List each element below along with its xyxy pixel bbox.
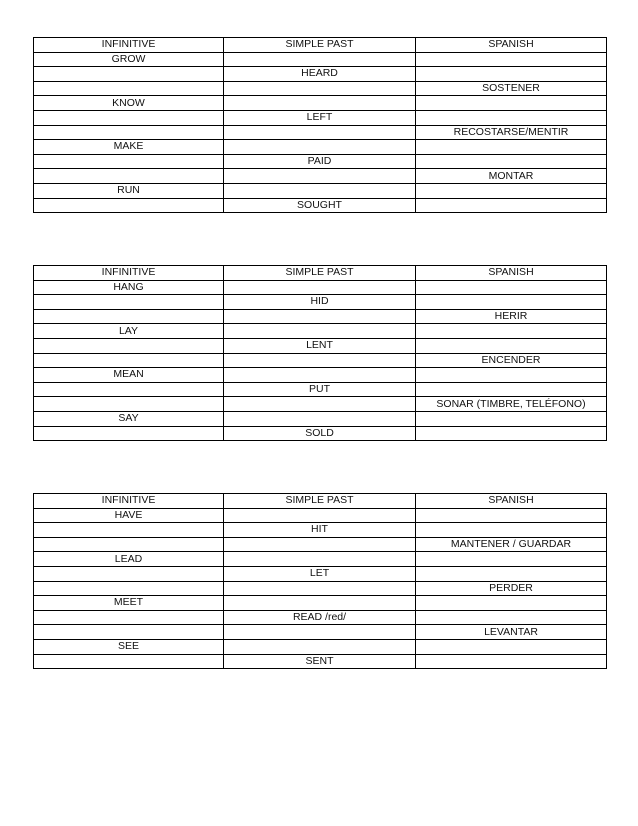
cell-spanish bbox=[416, 183, 607, 198]
cell-simple-past: READ /red/ bbox=[224, 610, 416, 625]
table-row bbox=[34, 338, 607, 353]
table-row bbox=[34, 610, 607, 625]
cell-infinitive: HAVE bbox=[34, 508, 224, 523]
cell-simple-past: LENT bbox=[224, 338, 416, 353]
cell-infinitive bbox=[34, 654, 224, 669]
cell-simple-past bbox=[224, 537, 416, 552]
cell-simple-past bbox=[224, 353, 416, 368]
cell-infinitive bbox=[34, 353, 224, 368]
table-row bbox=[34, 324, 607, 339]
cell-infinitive bbox=[34, 397, 224, 412]
cell-infinitive: SAY bbox=[34, 411, 224, 426]
cell-spanish bbox=[416, 508, 607, 523]
cell-spanish bbox=[416, 382, 607, 397]
cell-spanish bbox=[416, 654, 607, 669]
cell-spanish bbox=[416, 368, 607, 383]
table-row bbox=[34, 183, 607, 198]
cell-spanish bbox=[416, 67, 607, 82]
cell-infinitive bbox=[34, 154, 224, 169]
cell-infinitive bbox=[34, 169, 224, 184]
cell-spanish bbox=[416, 52, 607, 67]
table-row bbox=[34, 411, 607, 426]
cell-spanish bbox=[416, 639, 607, 654]
table-row bbox=[34, 523, 607, 538]
cell-spanish bbox=[416, 198, 607, 213]
table-header-row bbox=[34, 494, 607, 509]
cell-simple-past: PUT bbox=[224, 382, 416, 397]
cell-infinitive: SEE bbox=[34, 639, 224, 654]
table-row bbox=[34, 125, 607, 140]
cell-simple-past bbox=[224, 552, 416, 567]
cell-infinitive: RUN bbox=[34, 183, 224, 198]
cell-simple-past: LET bbox=[224, 566, 416, 581]
table-row bbox=[34, 382, 607, 397]
cell-infinitive bbox=[34, 566, 224, 581]
cell-infinitive bbox=[34, 338, 224, 353]
cell-infinitive: LAY bbox=[34, 324, 224, 339]
column-header-infinitive: INFINITIVE bbox=[34, 494, 224, 509]
cell-infinitive: MEET bbox=[34, 596, 224, 611]
cell-simple-past: LEFT bbox=[224, 110, 416, 125]
table-row bbox=[34, 67, 607, 82]
table-row bbox=[34, 96, 607, 111]
cell-infinitive bbox=[34, 67, 224, 82]
table-row bbox=[34, 309, 607, 324]
table-row bbox=[34, 508, 607, 523]
table-row bbox=[34, 169, 607, 184]
cell-spanish: LEVANTAR bbox=[416, 625, 607, 640]
cell-simple-past bbox=[224, 309, 416, 324]
cell-simple-past bbox=[224, 52, 416, 67]
cell-spanish: PERDER bbox=[416, 581, 607, 596]
cell-spanish bbox=[416, 295, 607, 310]
column-header-simple-past: SIMPLE PAST bbox=[224, 266, 416, 281]
cell-simple-past bbox=[224, 280, 416, 295]
cell-simple-past bbox=[224, 324, 416, 339]
cell-spanish bbox=[416, 610, 607, 625]
column-header-spanish: SPANISH bbox=[416, 494, 607, 509]
cell-spanish bbox=[416, 338, 607, 353]
table-row bbox=[34, 198, 607, 213]
cell-infinitive: HANG bbox=[34, 280, 224, 295]
cell-spanish bbox=[416, 96, 607, 111]
cell-spanish: HERIR bbox=[416, 309, 607, 324]
cell-infinitive bbox=[34, 537, 224, 552]
cell-spanish bbox=[416, 280, 607, 295]
cell-infinitive: LEAD bbox=[34, 552, 224, 567]
cell-infinitive: MAKE bbox=[34, 140, 224, 155]
cell-infinitive bbox=[34, 198, 224, 213]
cell-spanish bbox=[416, 110, 607, 125]
table-row bbox=[34, 154, 607, 169]
table-row bbox=[34, 654, 607, 669]
table-row bbox=[34, 426, 607, 441]
column-header-infinitive: INFINITIVE bbox=[34, 38, 224, 53]
cell-infinitive bbox=[34, 382, 224, 397]
cell-infinitive bbox=[34, 581, 224, 596]
cell-simple-past bbox=[224, 81, 416, 96]
cell-spanish: SONAR (TIMBRE, TELÉFONO) bbox=[416, 397, 607, 412]
verb-table-2 bbox=[33, 265, 607, 441]
cell-simple-past: SOLD bbox=[224, 426, 416, 441]
table-row bbox=[34, 295, 607, 310]
cell-simple-past bbox=[224, 169, 416, 184]
cell-spanish bbox=[416, 523, 607, 538]
cell-simple-past bbox=[224, 183, 416, 198]
cell-simple-past: PAID bbox=[224, 154, 416, 169]
cell-spanish: ENCENDER bbox=[416, 353, 607, 368]
column-header-simple-past: SIMPLE PAST bbox=[224, 38, 416, 53]
column-header-spanish: SPANISH bbox=[416, 38, 607, 53]
table-header-row bbox=[34, 38, 607, 53]
cell-infinitive bbox=[34, 125, 224, 140]
cell-simple-past bbox=[224, 368, 416, 383]
table-row bbox=[34, 280, 607, 295]
table-row bbox=[34, 537, 607, 552]
cell-simple-past bbox=[224, 625, 416, 640]
cell-spanish bbox=[416, 426, 607, 441]
cell-simple-past bbox=[224, 411, 416, 426]
column-header-simple-past: SIMPLE PAST bbox=[224, 494, 416, 509]
cell-simple-past: HID bbox=[224, 295, 416, 310]
table-row bbox=[34, 581, 607, 596]
cell-simple-past bbox=[224, 96, 416, 111]
cell-spanish: SOSTENER bbox=[416, 81, 607, 96]
cell-infinitive bbox=[34, 523, 224, 538]
cell-spanish bbox=[416, 324, 607, 339]
cell-spanish bbox=[416, 154, 607, 169]
table-row bbox=[34, 596, 607, 611]
cell-simple-past bbox=[224, 596, 416, 611]
table-row bbox=[34, 368, 607, 383]
cell-spanish bbox=[416, 596, 607, 611]
cell-spanish: MONTAR bbox=[416, 169, 607, 184]
cell-infinitive: MEAN bbox=[34, 368, 224, 383]
column-header-infinitive: INFINITIVE bbox=[34, 266, 224, 281]
cell-simple-past bbox=[224, 581, 416, 596]
cell-spanish bbox=[416, 140, 607, 155]
table-row bbox=[34, 353, 607, 368]
cell-spanish bbox=[416, 552, 607, 567]
cell-infinitive bbox=[34, 625, 224, 640]
cell-infinitive: KNOW bbox=[34, 96, 224, 111]
cell-infinitive bbox=[34, 610, 224, 625]
table-row bbox=[34, 140, 607, 155]
table-row bbox=[34, 110, 607, 125]
cell-simple-past: HEARD bbox=[224, 67, 416, 82]
table-row bbox=[34, 52, 607, 67]
cell-simple-past: SOUGHT bbox=[224, 198, 416, 213]
cell-infinitive bbox=[34, 81, 224, 96]
cell-infinitive: GROW bbox=[34, 52, 224, 67]
cell-simple-past bbox=[224, 140, 416, 155]
table-row bbox=[34, 397, 607, 412]
cell-infinitive bbox=[34, 110, 224, 125]
column-header-spanish: SPANISH bbox=[416, 266, 607, 281]
cell-simple-past bbox=[224, 639, 416, 654]
cell-spanish: MANTENER / GUARDAR bbox=[416, 537, 607, 552]
table-row bbox=[34, 552, 607, 567]
cell-simple-past: HIT bbox=[224, 523, 416, 538]
verb-table-1 bbox=[33, 37, 607, 213]
cell-simple-past: SENT bbox=[224, 654, 416, 669]
cell-simple-past bbox=[224, 508, 416, 523]
cell-spanish: RECOSTARSE/MENTIR bbox=[416, 125, 607, 140]
table-row bbox=[34, 566, 607, 581]
cell-infinitive bbox=[34, 426, 224, 441]
cell-infinitive bbox=[34, 309, 224, 324]
cell-spanish bbox=[416, 411, 607, 426]
cell-spanish bbox=[416, 566, 607, 581]
cell-simple-past bbox=[224, 125, 416, 140]
table-row bbox=[34, 639, 607, 654]
cell-infinitive bbox=[34, 295, 224, 310]
table-row bbox=[34, 625, 607, 640]
cell-simple-past bbox=[224, 397, 416, 412]
verb-table-3 bbox=[33, 493, 607, 669]
table-header-row bbox=[34, 266, 607, 281]
table-row bbox=[34, 81, 607, 96]
